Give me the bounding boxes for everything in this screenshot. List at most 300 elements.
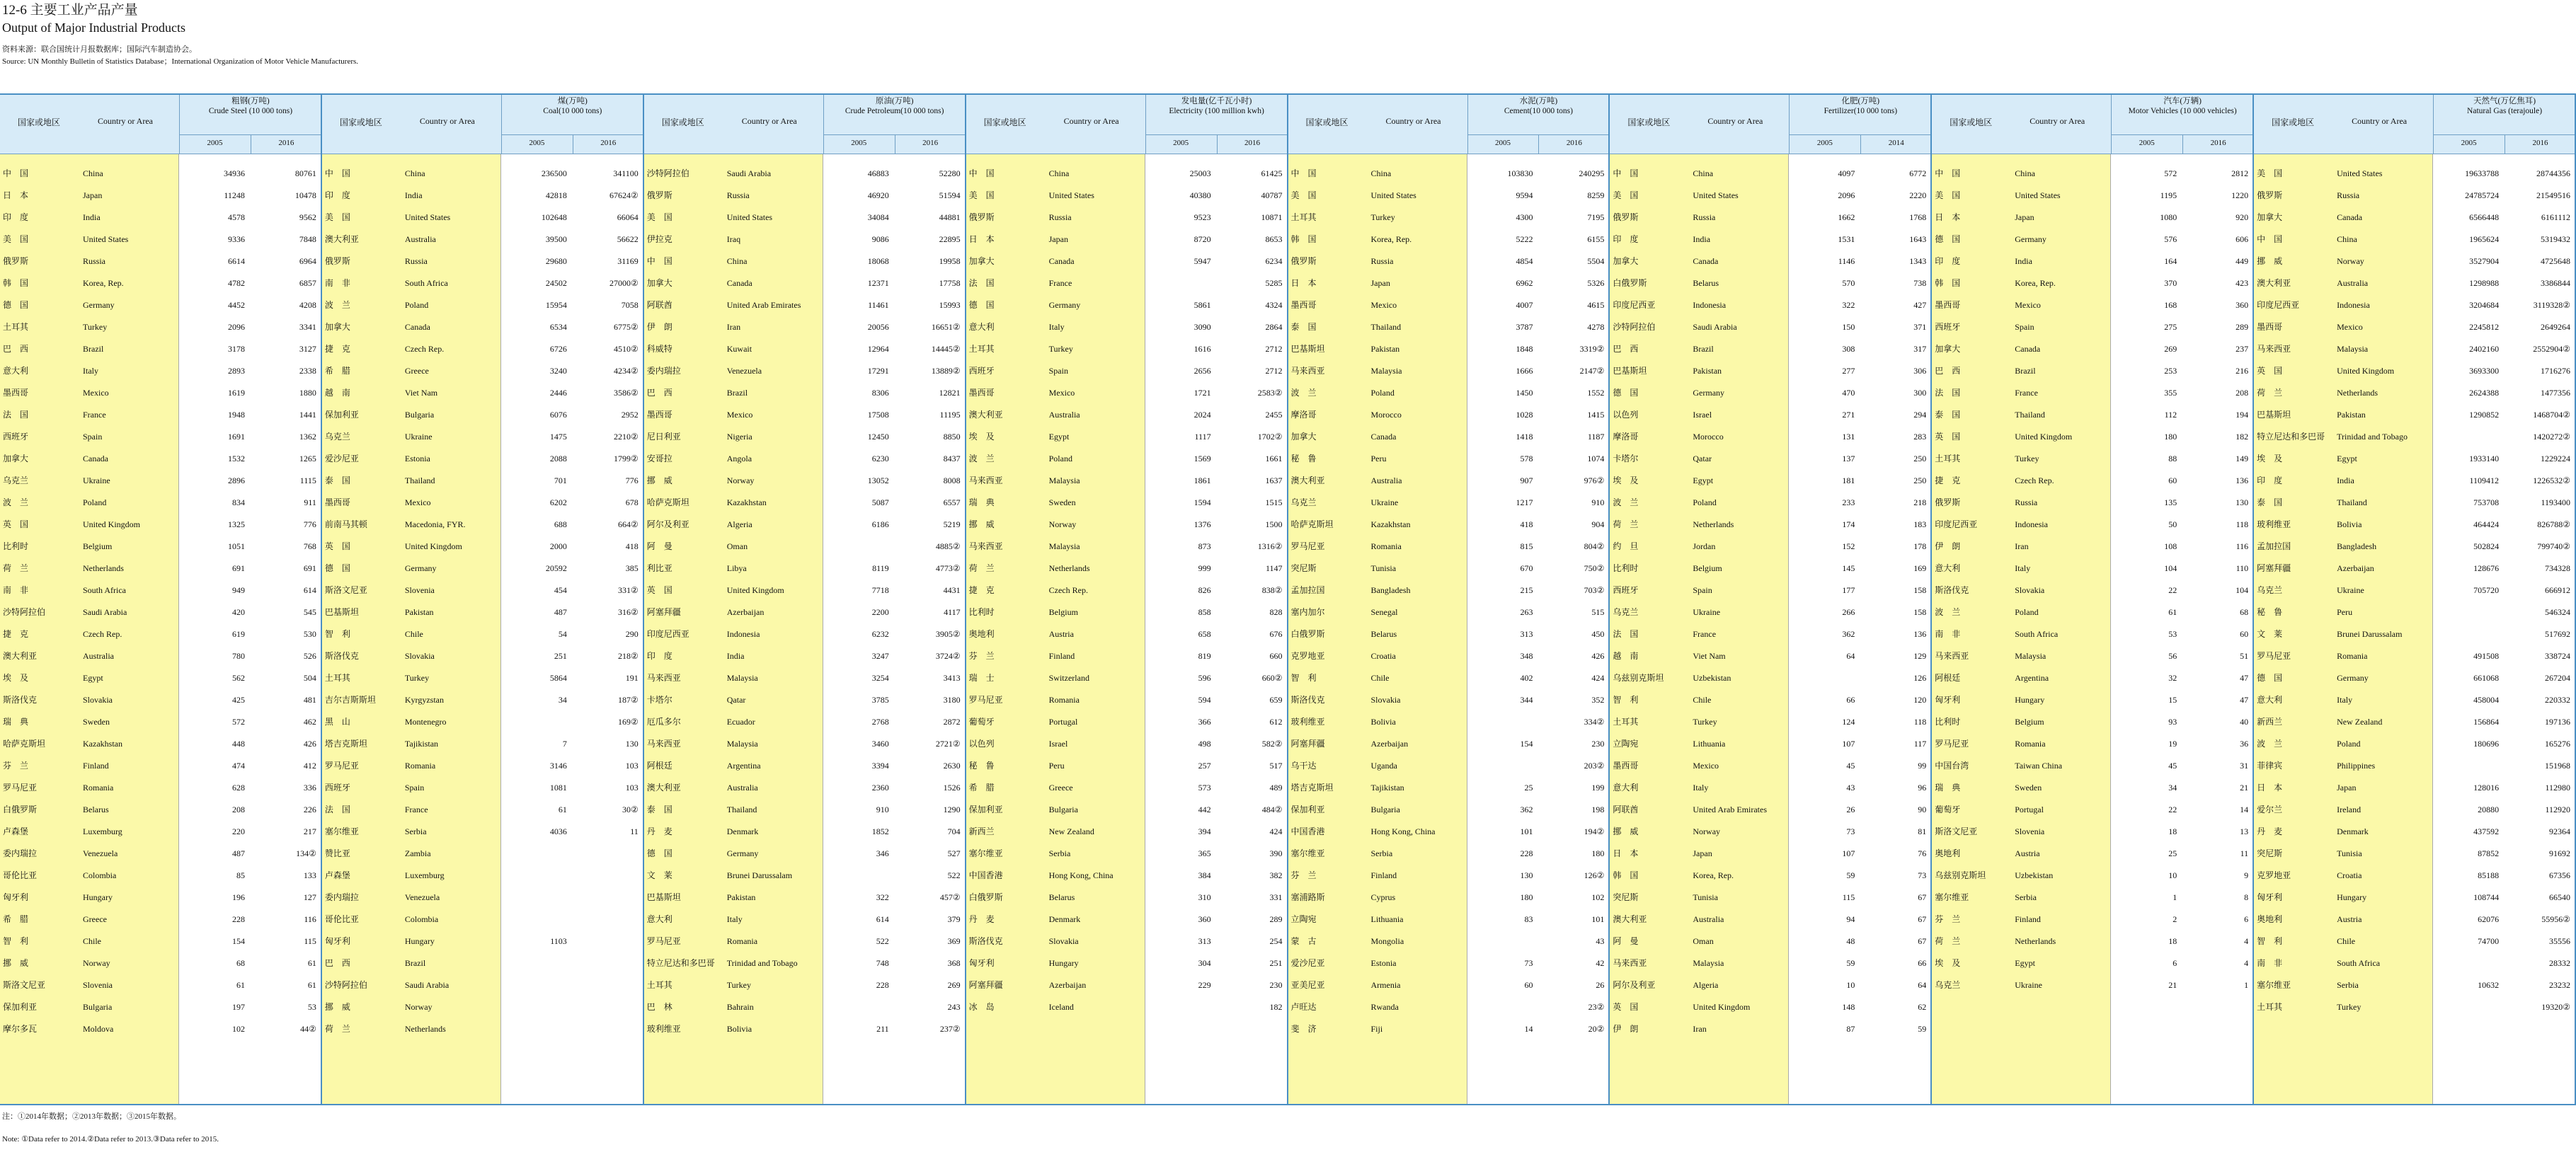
value-early-year: 670 — [1520, 563, 1533, 573]
country-name-en: Mexico — [726, 410, 753, 420]
value-early-year: 448 — [231, 739, 245, 749]
country-name-en: United States — [1048, 190, 1094, 200]
country-name-en: Spain — [2015, 322, 2034, 332]
value-early-year: 20880 — [2478, 805, 2500, 814]
country-name-en: Peru — [1048, 761, 1065, 771]
value-early-year: 5864 — [549, 673, 567, 683]
value-early-year: 83 — [1524, 914, 1533, 924]
country-name-cn: 巴 林 — [646, 1002, 672, 1012]
value-early-year: 6076 — [549, 410, 567, 420]
product-header — [1467, 96, 1610, 116]
country-name-en: Finland — [1370, 870, 1397, 880]
country-name-cn: 摩洛哥 — [1613, 432, 1639, 442]
country-name-en: Australia — [1048, 410, 1080, 420]
value-early-year: 17508 — [867, 410, 889, 420]
country-name-cn: 泰 国 — [324, 476, 350, 485]
country-name-en: Russia — [1370, 256, 1394, 266]
country-name-cn: 卢旺达 — [1290, 1002, 1317, 1012]
value-early-year: 701 — [554, 476, 567, 485]
table-row — [1288, 360, 1610, 382]
country-name-en: Azerbaijan — [2337, 563, 2374, 573]
table-row — [322, 338, 644, 360]
table-row — [1288, 777, 1610, 799]
value-late-year: 1477356 — [2541, 388, 2570, 398]
country-name-cn: 保加利亚 — [1290, 805, 1325, 814]
country-name-en: Greece — [83, 914, 107, 924]
value-early-year: 502824 — [2473, 541, 2500, 551]
table-row — [2254, 338, 2576, 360]
value-early-year: 11461 — [868, 300, 889, 310]
country-name-en: Viet Nam — [1693, 651, 1726, 661]
value-early-year: 365 — [1198, 848, 1211, 858]
country-name-en: Venezuela — [83, 848, 118, 858]
country-name-cn: 马来西亚 — [2257, 344, 2291, 354]
value-late-year: 96 — [1918, 783, 1927, 793]
value-early-year: 6230 — [871, 454, 889, 463]
product-header — [823, 96, 966, 116]
country-name-en: Chile — [1693, 695, 1712, 705]
product-block — [1288, 95, 1610, 1104]
value-late-year: 4885② — [935, 541, 961, 551]
country-name-en: Trinidad and Tobago — [2337, 432, 2408, 442]
value-early-year: 487 — [554, 607, 567, 617]
table-row — [322, 777, 644, 799]
product-name-cn: 煤(万吨) — [557, 97, 588, 105]
value-late-year: 180 — [1591, 848, 1605, 858]
country-name-en: Norway — [1693, 826, 1721, 836]
table-row — [322, 733, 644, 755]
table-row — [322, 250, 644, 272]
country-name-en: Korea, Rep. — [2015, 278, 2056, 288]
value-late-year: 3119328② — [2533, 300, 2570, 310]
country-header-cn: 国家或地区 — [661, 117, 704, 127]
value-late-year: 3724② — [935, 651, 961, 661]
table-row — [966, 514, 1288, 536]
country-name-en: Tunisia — [2337, 848, 2362, 858]
value-late-year: 369 — [947, 936, 961, 946]
country-name-en: Libya — [726, 563, 747, 573]
country-name-en: Indonesia — [1693, 300, 1727, 310]
country-name-en: Fiji — [1370, 1024, 1383, 1034]
value-early-year: 253 — [2164, 366, 2177, 376]
value-late-year: 3180 — [943, 695, 961, 705]
table-row — [644, 426, 966, 448]
table-row — [644, 667, 966, 689]
table-row — [1932, 470, 2254, 492]
value-late-year: 6857 — [299, 278, 316, 288]
country-name-cn: 德 国 — [324, 563, 350, 573]
value-early-year: 910 — [876, 805, 889, 814]
country-name-cn: 意大利 — [646, 914, 672, 924]
table-row — [1610, 163, 1932, 185]
value-early-year: 474 — [231, 761, 245, 771]
value-early-year: 6186 — [871, 519, 889, 529]
value-late-year: 7058 — [621, 300, 639, 310]
table-row — [1610, 777, 1932, 799]
value-early-year: 2096 — [227, 322, 245, 332]
country-name-cn: 秘 鲁 — [1290, 454, 1317, 463]
value-late-year: 31 — [2240, 761, 2249, 771]
country-name-en: Tunisia — [1370, 563, 1397, 573]
value-late-year: 1420272② — [2533, 432, 2570, 442]
country-name-en: United States — [726, 212, 773, 222]
value-early-year: 6534 — [549, 322, 567, 332]
country-name-cn: 阿塞拜疆 — [646, 607, 681, 617]
country-name-cn: 罗马尼亚 — [2257, 651, 2291, 661]
table-row — [1610, 272, 1932, 294]
value-early-year: 420 — [231, 607, 245, 617]
country-name-cn: 阿 曼 — [646, 541, 672, 551]
value-early-year: 858 — [1198, 607, 1211, 617]
country-name-en: Turkey — [2337, 1002, 2362, 1012]
table-row — [2254, 733, 2576, 755]
table-row — [322, 711, 644, 733]
value-early-year: 1217 — [1516, 497, 1533, 507]
product-name-en: Natural Gas (terajoule) — [2467, 107, 2543, 115]
value-early-year: 10 — [2168, 870, 2177, 880]
country-name-en: Korea, Rep. — [83, 278, 124, 288]
table-row — [2254, 448, 2576, 470]
value-early-year: 9336 — [227, 234, 245, 244]
value-late-year: 3319② — [1579, 344, 1605, 354]
country-name-cn: 土耳其 — [646, 980, 672, 990]
country-name-cn: 葡萄牙 — [1935, 805, 1961, 814]
table-row — [322, 623, 644, 645]
table-row — [0, 909, 322, 931]
country-name-cn: 巴 西 — [1613, 344, 1639, 354]
country-name-cn: 保加利亚 — [324, 410, 359, 420]
value-late-year: 6 — [2244, 914, 2249, 924]
country-name-en: Hungary — [1048, 958, 1079, 968]
country-name-cn: 中 国 — [1935, 168, 1961, 178]
country-name-en: Bahrain — [726, 1002, 754, 1012]
country-name-en: Pakistan — [404, 607, 434, 617]
country-name-en: Indonesia — [2337, 300, 2370, 310]
table-row — [1610, 733, 1932, 755]
country-name-cn: 突尼斯 — [2257, 848, 2283, 858]
value-late-year: 42 — [1596, 958, 1605, 968]
country-name-en: Estonia — [1370, 958, 1397, 968]
value-late-year: 776 — [303, 519, 316, 529]
value-early-year: 22 — [2168, 585, 2177, 595]
country-name-en: Trinidad and Tobago — [726, 958, 798, 968]
value-early-year: 322 — [876, 892, 889, 902]
value-early-year: 62076 — [2478, 914, 2500, 924]
country-name-cn: 蒙 古 — [1290, 936, 1317, 946]
value-late-year: 80761 — [294, 168, 316, 178]
table-row — [322, 843, 644, 865]
country-name-en: Saudi Arabia — [1693, 322, 1737, 332]
country-name-cn: 泰 国 — [2257, 497, 2283, 507]
value-early-year: 2024 — [1193, 410, 1211, 420]
value-early-year: 251 — [554, 651, 567, 661]
country-name-cn: 南 非 — [2257, 958, 2283, 968]
table-row — [1610, 974, 1932, 996]
value-late-year: 826788② — [2537, 519, 2570, 529]
year-header: 2005 — [1173, 139, 1189, 147]
value-late-year: 5219 — [943, 519, 961, 529]
country-name-en: Ukraine — [2015, 980, 2042, 990]
value-early-year: 1028 — [1516, 410, 1533, 420]
value-late-year: 5504 — [1587, 256, 1605, 266]
value-early-year: 594 — [1198, 695, 1211, 705]
table-row — [966, 470, 1288, 492]
country-name-cn: 印度尼西亚 — [1935, 519, 1978, 529]
table-row — [1932, 448, 2254, 470]
value-late-year: 2147② — [1579, 366, 1605, 376]
value-late-year: 1265 — [299, 454, 316, 463]
value-early-year: 4854 — [1516, 256, 1533, 266]
table-row — [0, 536, 322, 558]
country-header-en: Country or Area — [2030, 116, 2085, 126]
value-late-year: 4278 — [1587, 322, 1605, 332]
table-row — [0, 931, 322, 952]
table-row — [1610, 207, 1932, 229]
year-header: 2005 — [2139, 139, 2155, 147]
country-name-cn: 马来西亚 — [968, 476, 1003, 485]
table-row — [1932, 492, 2254, 514]
country-name-en: Tunisia — [1693, 892, 1718, 902]
country-name-en: Taiwan China — [2015, 761, 2063, 771]
value-early-year: 168 — [2164, 300, 2177, 310]
country-name-cn: 中 国 — [646, 256, 672, 266]
table-row — [2254, 777, 2576, 799]
table-row — [644, 207, 966, 229]
value-late-year: 738 — [1913, 278, 1927, 288]
table-row — [966, 426, 1288, 448]
country-name-cn: 法 国 — [1935, 388, 1961, 398]
value-late-year: 240295 — [1579, 168, 1605, 178]
value-early-year: 658 — [1198, 629, 1211, 639]
country-name-en: Croatia — [1370, 651, 1396, 661]
country-name-en: Egypt — [2015, 958, 2035, 968]
country-name-cn: 捷 克 — [324, 344, 350, 354]
country-name-en: United States — [2337, 168, 2383, 178]
value-late-year: 317 — [1913, 344, 1927, 354]
country-name-en: Peru — [2337, 607, 2353, 617]
value-late-year: 2712 — [1265, 344, 1283, 354]
country-name-cn: 斯洛伐克 — [1935, 585, 1969, 595]
value-late-year: 55956② — [2541, 914, 2570, 924]
value-early-year: 1080 — [2160, 212, 2177, 222]
table-row — [966, 448, 1288, 470]
table-row — [0, 448, 322, 470]
value-early-year: 24502 — [545, 278, 567, 288]
value-early-year: 46920 — [867, 190, 889, 200]
country-name-cn: 日 本 — [2257, 783, 2283, 793]
country-name-en: Oman — [726, 541, 748, 551]
country-name-cn: 阿尔及利亚 — [1613, 980, 1656, 990]
country-name-cn: 保加利亚 — [3, 1002, 38, 1012]
table-row — [1610, 316, 1932, 338]
table-row — [2254, 974, 2576, 996]
value-late-year: 427 — [1913, 300, 1927, 310]
country-name-en: Australia — [83, 651, 114, 661]
country-name-en: Belgium — [83, 541, 113, 551]
value-late-year: 426 — [303, 739, 316, 749]
country-name-cn: 澳大利亚 — [3, 651, 38, 661]
table-row — [322, 294, 644, 316]
value-late-year: 368 — [947, 958, 961, 968]
table-row — [0, 711, 322, 733]
value-late-year: 1316② — [1257, 541, 1283, 551]
value-early-year: 1146 — [1838, 256, 1855, 266]
table-row — [1932, 338, 2254, 360]
value-late-year: 19320② — [2541, 1002, 2570, 1012]
table-row — [1932, 887, 2254, 909]
value-late-year: 66 — [1918, 958, 1927, 968]
country-name-cn: 瑞 士 — [968, 673, 995, 683]
value-early-year: 1933140 — [2469, 454, 2500, 463]
table-row — [1288, 843, 1610, 865]
table-row — [322, 163, 644, 185]
value-late-year: 44881 — [939, 212, 961, 222]
value-early-year: 8119 — [872, 563, 889, 573]
country-header-cn: 国家或地区 — [18, 117, 61, 127]
table-row — [1610, 1018, 1932, 1040]
country-name-cn: 斯洛伐克 — [968, 936, 1003, 946]
table-row — [1288, 536, 1610, 558]
value-late-year: 1147 — [1265, 563, 1283, 573]
country-name-cn: 巴 西 — [646, 388, 672, 398]
value-late-year: 218② — [617, 651, 639, 661]
value-late-year: 910 — [1591, 497, 1605, 507]
table-row — [2254, 229, 2576, 250]
country-name-cn: 以色列 — [1613, 410, 1639, 420]
country-name-en: China — [726, 256, 748, 266]
table-row — [644, 733, 966, 755]
country-name-en: Kuwait — [726, 344, 752, 354]
country-name-cn: 菲律宾 — [2257, 761, 2283, 771]
country-name-cn: 土耳其 — [1935, 454, 1961, 463]
table-row — [966, 711, 1288, 733]
country-name-cn: 埃 及 — [1613, 476, 1639, 485]
country-name-cn: 爱尔兰 — [2257, 805, 2283, 814]
table-row — [1610, 470, 1932, 492]
country-name-en: Russia — [2015, 497, 2038, 507]
table-row — [966, 843, 1288, 865]
value-early-year: 2446 — [549, 388, 567, 398]
value-late-year: 612 — [1269, 717, 1283, 727]
country-name-en: Slovakia — [1048, 936, 1079, 946]
value-late-year: 606 — [2236, 234, 2249, 244]
value-late-year: 1343 — [1909, 256, 1927, 266]
value-late-year: 117 — [1913, 739, 1927, 749]
country-name-en: Slovenia — [404, 585, 435, 595]
value-early-year: 20056 — [867, 322, 889, 332]
value-late-year: 254 — [1269, 936, 1283, 946]
table-row — [966, 689, 1288, 711]
country-name-cn: 秘 鲁 — [968, 761, 995, 771]
country-name-cn: 罗马尼亚 — [646, 936, 681, 946]
country-name-cn: 亚美尼亚 — [1290, 980, 1325, 990]
table-row — [966, 185, 1288, 207]
table-row — [966, 777, 1288, 799]
country-name-cn: 俄罗斯 — [324, 256, 350, 266]
table-row — [644, 360, 966, 382]
country-name-cn: 安哥拉 — [646, 454, 672, 463]
country-name-cn: 乌克兰 — [1613, 607, 1639, 617]
value-late-year: 1716276 — [2541, 366, 2570, 376]
country-name-en: Morocco — [1693, 432, 1724, 442]
value-early-year: 4452 — [227, 300, 245, 310]
country-name-en: Saudi Arabia — [404, 980, 450, 990]
country-name-cn: 挪 威 — [646, 476, 672, 485]
value-late-year: 127 — [303, 892, 316, 902]
value-early-year: 3146 — [549, 761, 567, 771]
country-name-en: Italy — [83, 366, 98, 376]
value-early-year: 156864 — [2473, 717, 2500, 727]
value-late-year: 920 — [2236, 212, 2249, 222]
product-name-cn: 发电量(亿千瓦小时) — [1181, 97, 1252, 105]
value-early-year: 12371 — [867, 278, 889, 288]
country-name-en: Luxemburg — [404, 870, 445, 880]
value-late-year: 99 — [1918, 761, 1927, 771]
country-name-cn: 印 度 — [324, 190, 350, 200]
table-row — [1932, 909, 2254, 931]
value-early-year: 425 — [231, 695, 245, 705]
country-name-en: Egypt — [1048, 432, 1070, 442]
country-name-cn: 希 腊 — [3, 914, 29, 924]
country-name-cn: 意大利 — [1613, 783, 1639, 793]
country-name-cn: 荷 兰 — [2257, 388, 2283, 398]
country-name-en: Italy — [2337, 695, 2353, 705]
country-name-en: Jordan — [1693, 541, 1716, 551]
year-header: 2016 — [278, 139, 294, 147]
value-late-year: 1187 — [1587, 432, 1605, 442]
value-early-year: 4300 — [1516, 212, 1533, 222]
country-name-cn: 立陶宛 — [1290, 914, 1317, 924]
value-early-year: 3178 — [227, 344, 245, 354]
table-row — [2254, 163, 2576, 185]
country-name-cn: 斯洛伐克 — [1290, 695, 1325, 705]
country-name-en: Netherlands — [404, 1024, 446, 1034]
country-name-cn: 哥伦比亚 — [324, 914, 359, 924]
value-late-year: 104 — [2236, 585, 2249, 595]
table-row — [2254, 492, 2576, 514]
value-early-year: 228 — [231, 914, 245, 924]
country-name-en: United Kingdom — [1693, 1002, 1751, 1012]
value-late-year: 481 — [303, 695, 316, 705]
table-row — [322, 645, 644, 667]
country-name-cn: 波 兰 — [2257, 739, 2283, 749]
country-header-cn: 国家或地区 — [339, 117, 382, 127]
country-name-cn: 委内瑞拉 — [324, 892, 359, 902]
table-row — [322, 448, 644, 470]
value-late-year: 9562 — [299, 212, 316, 222]
table-row — [1288, 821, 1610, 843]
country-name-en: Hong Kong, China — [1048, 870, 1114, 880]
country-name-cn: 克罗地亚 — [2257, 870, 2291, 880]
table-row — [0, 207, 322, 229]
table-row — [1932, 623, 2254, 645]
country-name-en: Japan — [1693, 848, 1712, 858]
country-name-en: Tajikistan — [404, 739, 439, 749]
country-name-cn: 阿根廷 — [646, 761, 672, 771]
country-name-en: Canada — [83, 454, 108, 463]
country-name-en: Romania — [83, 783, 114, 793]
country-name-en: Kyrgyzstan — [404, 695, 444, 705]
value-early-year: 12450 — [867, 432, 889, 442]
table-row — [1288, 996, 1610, 1018]
value-early-year: 59 — [1846, 958, 1855, 968]
country-name-en: Ukraine — [404, 432, 433, 442]
table-row — [1288, 404, 1610, 426]
country-name-cn: 墨西哥 — [2257, 322, 2283, 332]
value-early-year: 29680 — [545, 256, 567, 266]
country-name-cn: 比利时 — [1613, 563, 1639, 573]
value-late-year: 2455 — [1265, 410, 1283, 420]
